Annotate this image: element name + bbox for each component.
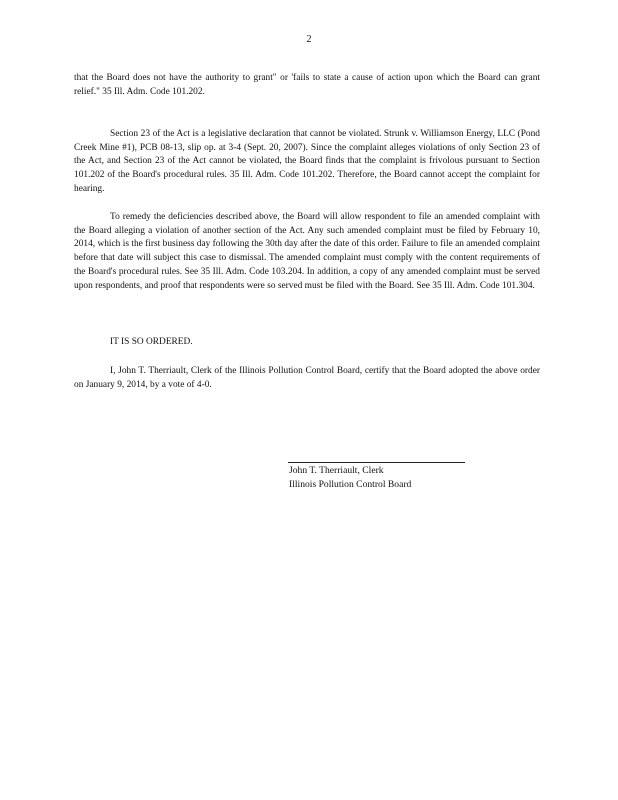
paragraph-order	[74, 336, 540, 350]
paragraph-text: Section 23 of the Act is a legislative declaration that cannot be violated. Strunk v. Williamson Energy, LLC (Pond Creek Mine #1), PCB 08-13, slip op. at 3-4 (Sept. 20, 2007). Since the complaint alleges violations of only Section 23 of the Act, and Section 23 of the Act cannot be violated, the Board finds that the complaint is frivolous pursuant to Section 101.202 of the Board's procedural rules. 35 Ill. Adm. Code 101.202. Therefore, the Board cannot accept the complaint for hearing.	[74, 129, 540, 194]
paragraph-text: I, John T. Therriault, Clerk of the Illinois Pollution Control Board, certify that the Board adopted the above order on January 9, 2014, by a vote of 4-0.	[74, 366, 540, 390]
paragraph-continuation	[74, 72, 540, 99]
paragraph-certification	[74, 365, 540, 392]
signature-organization: Illinois Pollution Control Board	[289, 479, 412, 490]
paragraph-remedy	[74, 211, 540, 293]
paragraph-text: To remedy the deficiencies described above, the Board will allow respondent to file an amended complaint with the Board alleging a violation of another section of the Act. Any such amended complaint must be filed by February 10, 2014, which is the first business day following the 30th day after the date of this order. Failure to file an amended complaint before that date will subject this case to dismissal. The amended complaint must comply with the content requirements of the Board's procedural rules. See 35 Ill. Adm. Code 103.204. In addition, a copy of any amended complaint must be served upon respondents, and proof that respondents were so served must be filed with the Board. See 35 Ill. Adm. Code 101.304.	[74, 212, 540, 291]
paragraph-section-23	[74, 128, 540, 197]
signature-block	[289, 464, 411, 492]
paragraph-text: that the Board does not have the authority to grant" or 'fails to state a cause of action upon which the Board can grant relief." 35 Ill. Adm. Code 101.202.	[74, 73, 540, 97]
signature-name: John T. Therriault, Clerk	[289, 465, 384, 476]
signature-line	[288, 462, 465, 463]
page-number: 2	[306, 34, 312, 45]
paragraph-text: IT IS SO ORDERED.	[110, 337, 193, 347]
